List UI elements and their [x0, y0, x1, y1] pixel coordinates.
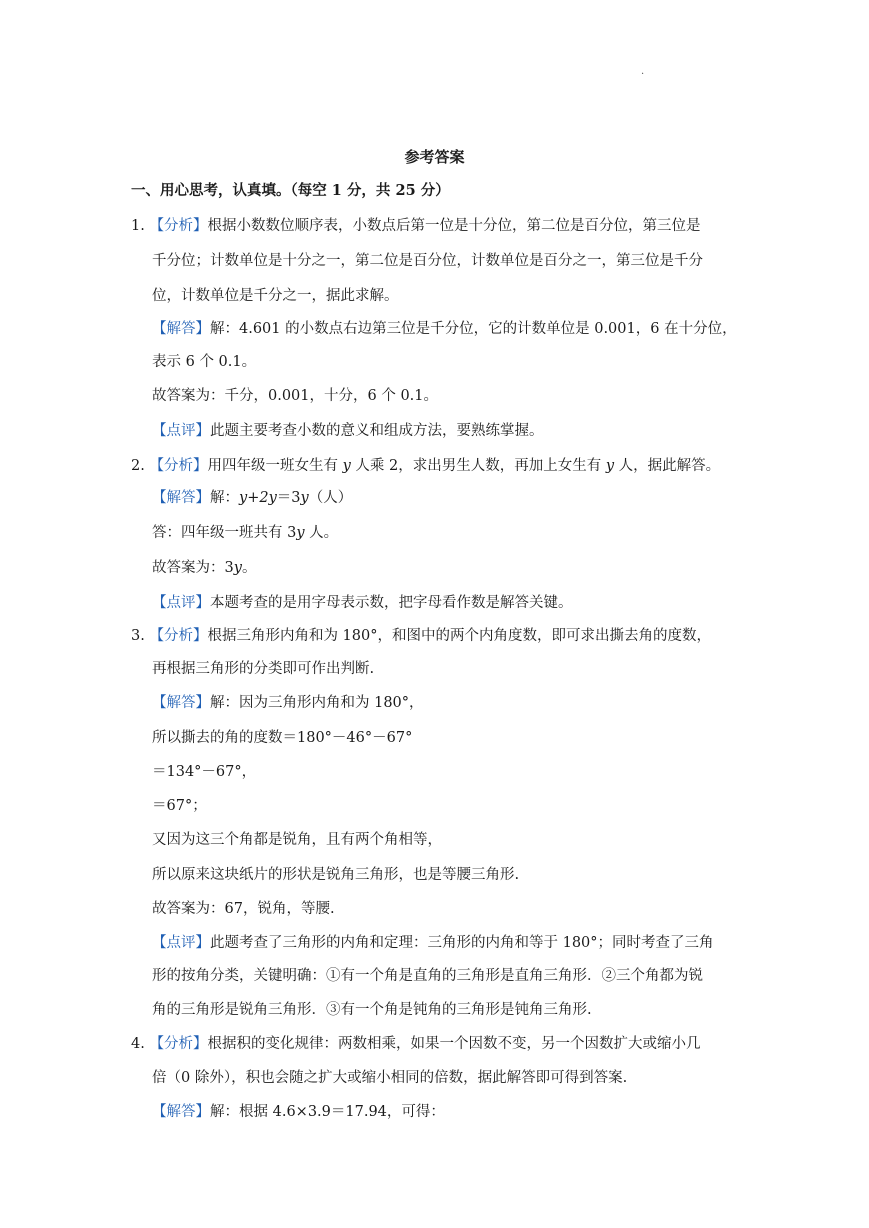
q2-analysis-text-end: 人，据此解答。	[614, 458, 721, 474]
q3-comment-line-3: 角的三角形是锐角三角形．③有一个角是钝角的三角形是钝角三角形.	[152, 1002, 592, 1018]
q1-analysis-text: 根据小数数位顺序表，小数点后第一位是十分位，第二位是百分位，第三位是	[207, 218, 701, 234]
q2-solution-prefix: 解：	[210, 490, 239, 506]
q2-reply-end: 人。	[304, 525, 339, 541]
q2-answer-text: 故答案为：3	[152, 560, 234, 576]
analysis-tag: 【分析】	[149, 628, 208, 644]
q3-analysis-text: 根据三角形内角和为 180°，和图中的两个内角度数，即可求出撕去角的度数，	[207, 628, 711, 644]
q2-answer-line	[152, 558, 256, 578]
q4-solution-text: 解：根据 4.6×3.9＝17.94，可得：	[210, 1104, 445, 1120]
q1-comment-line	[152, 421, 544, 441]
q1-solution-line-1	[152, 319, 737, 339]
q1-solution-line-2: 表示 6 个 0.1。	[152, 354, 257, 370]
q3-comment-line-1	[152, 933, 714, 953]
q2-expression: y+2y	[239, 490, 277, 506]
q3-comment-line-2: 形的按角分类，关键明确：①有一个角是直角的三角形是直角三角形．②三个角都为锐	[152, 968, 703, 984]
comment-tag: 【点评】	[152, 423, 210, 439]
q1-analysis-line-1	[131, 216, 700, 236]
analysis-tag: 【分析】	[149, 1036, 208, 1052]
q2-comment-text: 本题考查的是用字母表示数，把字母看作数是解答关键。	[210, 595, 573, 611]
q2-equals: ＝3	[276, 490, 301, 506]
comment-tag: 【点评】	[152, 935, 210, 951]
solution-tag: 【解答】	[152, 1104, 210, 1120]
page-title: 参考答案	[404, 148, 465, 166]
q4-analysis-line-2: 倍（0 除外），积也会随之扩大或缩小相同的倍数，据此解答即可得到答案.	[152, 1070, 628, 1086]
page-mark: .	[641, 66, 645, 77]
variable-y: y	[296, 525, 305, 541]
q3-comment-text: 此题考查了三角形的内角和定理：三角形的内角和等于 180°；同时考查了三角	[210, 935, 714, 951]
q2-reply-line	[152, 523, 338, 543]
q3-solution-text: 解：因为三角形内角和为 180°，	[210, 695, 424, 711]
variable-y: y	[300, 490, 309, 506]
q1-analysis-line-3: 位，计数单位是千分之一，据此求解。	[152, 288, 399, 304]
q1-solution-text: 解：4.601 的小数点右边第三位是千分位，它的计数单位是 0.001，6 在十分位，	[210, 321, 737, 337]
q4-solution-line-1	[152, 1102, 445, 1122]
q1-number: 1.	[131, 218, 145, 234]
q4-analysis-line-1	[131, 1034, 700, 1054]
q2-comment-line	[152, 593, 573, 613]
q2-solution-line-1	[152, 488, 352, 508]
q1-analysis-line-2: 千分位；计数单位是十分之一，第二位是百分位，计数单位是百分之一，第三位是千分	[152, 253, 703, 269]
variable-y: y	[342, 458, 351, 474]
q2-analysis-text-mid: 人乘 2，求出男生人数，再加上女生有	[350, 458, 606, 474]
analysis-tag: 【分析】	[149, 218, 208, 234]
q3-answer-line: 故答案为：67，锐角，等腰.	[152, 901, 335, 917]
solution-tag: 【解答】	[152, 321, 210, 337]
q4-analysis-text: 根据积的变化规律：两数相乘，如果一个因数不变，另一个因数扩大或缩小几	[207, 1036, 701, 1052]
q3-solution-line-5: 又因为这三个角都是锐角，且有两个角相等，	[152, 832, 442, 848]
q3-solution-line-3: ＝134°－67°，	[152, 764, 257, 780]
comment-tag: 【点评】	[152, 595, 210, 611]
q2-number: 2.	[131, 458, 145, 474]
q2-answer-end: 。	[241, 560, 257, 576]
q2-analysis-text: 用四年级一班女生有	[207, 458, 343, 474]
q3-analysis-line-1	[131, 626, 711, 646]
section-heading: 一、用心思考，认真填。（每空 1 分，共 25 分）	[131, 182, 450, 199]
q1-answer-line: 故答案为：千分，0.001，十分，6 个 0.1。	[152, 388, 439, 404]
variable-y: y	[605, 458, 615, 474]
analysis-tag: 【分析】	[149, 458, 208, 474]
solution-tag: 【解答】	[152, 695, 210, 711]
q3-solution-line-4: ＝67°；	[152, 798, 207, 814]
q3-solution-line-6: 所以原来这块纸片的形状是锐角三角形，也是等腰三角形.	[152, 867, 520, 883]
q2-unit: （人）	[308, 490, 353, 506]
q3-solution-line-2: 所以撕去的角的度数＝180°－46°－67°	[152, 730, 413, 746]
q1-comment-text: 此题主要考查小数的意义和组成方法，要熟练掌握。	[210, 423, 544, 439]
solution-tag: 【解答】	[152, 490, 210, 506]
q3-analysis-line-2: 再根据三角形的分类即可作出判断.	[152, 661, 375, 677]
variable-y: y	[233, 560, 242, 576]
q3-solution-line-1	[152, 693, 424, 713]
q2-analysis-line-1	[131, 456, 720, 476]
q4-number: 4.	[131, 1036, 145, 1052]
q2-reply-text: 答：四年级一班共有 3	[152, 525, 297, 541]
q3-number: 3.	[131, 628, 145, 644]
